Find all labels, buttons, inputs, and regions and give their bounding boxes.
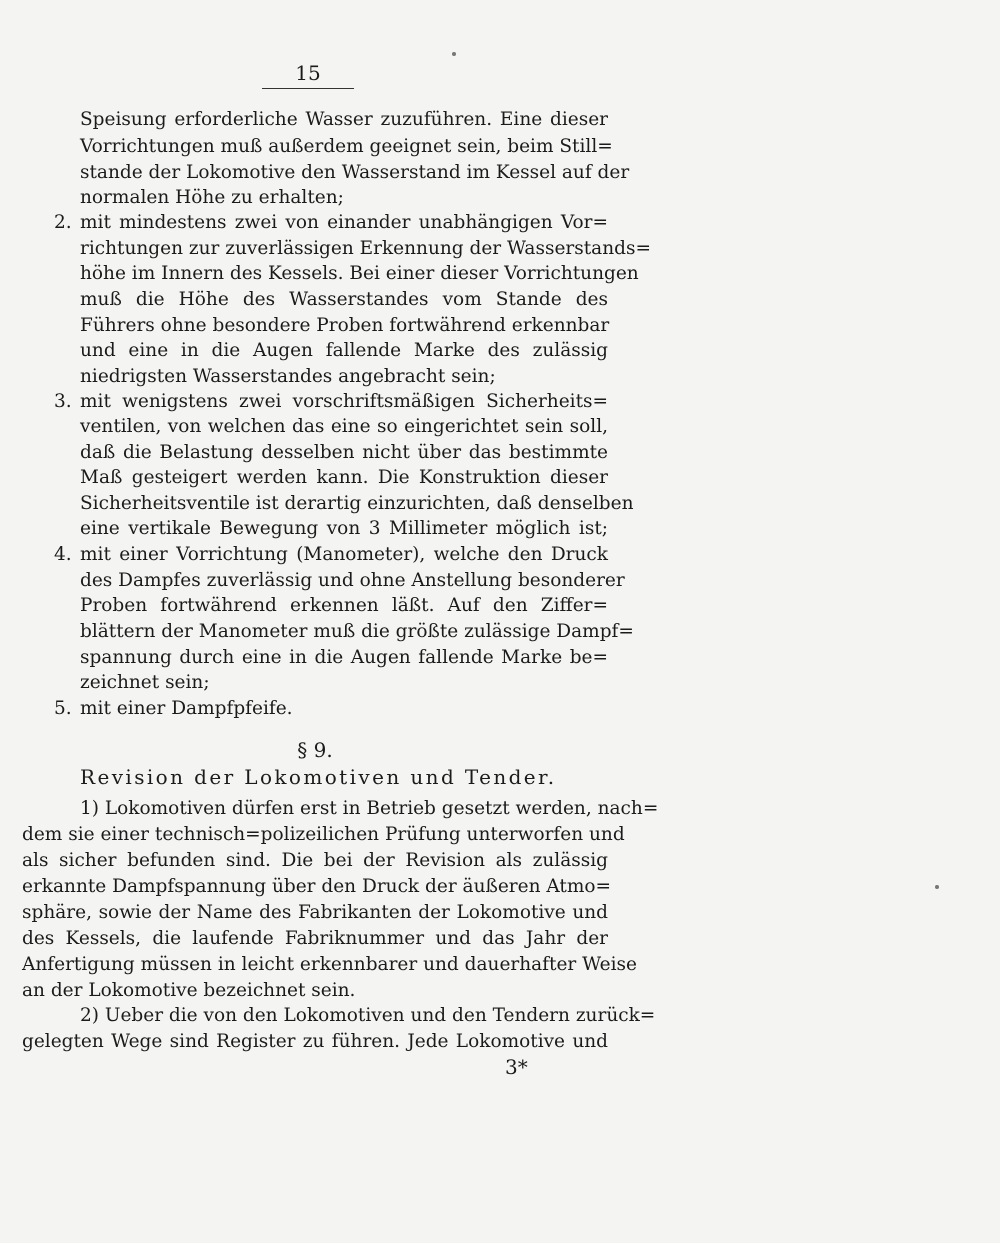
section-mark: § 9. <box>297 738 333 762</box>
text-line: mit mindestens zwei von einander unabhängigen Vor= <box>80 212 608 233</box>
text-line: Proben fortwährend erkennen läßt. Auf den Ziffer= <box>80 595 608 616</box>
text-line: ventilen, von welchen das eine so eingerichtet sein soll, <box>80 416 608 437</box>
text-line: mit einer Dampfpfeife. <box>80 698 293 719</box>
text-line: normalen Höhe zu erhalten; <box>80 187 344 208</box>
paragraph-line: erkannte Dampfspannung über den Druck der äußeren Atmo= <box>22 876 612 897</box>
signature-mark: 3* <box>505 1055 528 1079</box>
text-line: Vorrichtungen muß außerdem geeignet sein, beim Still= <box>80 136 613 157</box>
text-line: zeichnet sein; <box>80 672 210 693</box>
text-line: des Dampfes zuverlässig und ohne Anstellung besonderer <box>80 570 625 591</box>
text-line: Speisung erforderliche Wasser zuzuführen. Eine dieser <box>80 109 608 130</box>
paragraph-line: 1) Lokomotiven dürfen erst in Betrieb gesetzt werden, nach= <box>80 798 659 819</box>
text-line: höhe im Innern des Kessels. Bei einer dieser Vorrichtungen <box>80 263 639 284</box>
text-line: mit einer Vorrichtung (Manometer), welche den Druck <box>80 544 608 565</box>
text-line: stande der Lokomotive den Wasserstand im Kessel auf der <box>80 162 630 183</box>
text-line: Sicherheitsventile ist derartig einzurichten, daß denselben <box>80 493 634 514</box>
text-line: Führers ohne besondere Proben fortwährend erkennbar <box>80 315 610 336</box>
page-number-rule <box>262 88 354 89</box>
list-item-number: 2. <box>54 212 72 233</box>
section-title: Revision der Lokomotiven und Tender. <box>80 765 557 789</box>
list-item-number: 3. <box>54 391 72 412</box>
text-line: eine vertikale Bewegung von 3 Millimeter möglich ist; <box>80 518 608 539</box>
list-item-number: 4. <box>54 544 72 565</box>
text-line: und eine in die Augen fallende Marke des zulässig <box>80 340 608 361</box>
scan-speck <box>452 52 456 56</box>
list-item-number: 5. <box>54 698 72 719</box>
paragraph-line: an der Lokomotive bezeichnet sein. <box>22 980 356 1001</box>
text-line: mit wenigstens zwei vorschriftsmäßigen Sicherheits= <box>80 391 608 412</box>
paragraph-line: des Kessels, die laufende Fabriknummer und das Jahr der <box>22 928 608 949</box>
paragraph-line: sphäre, sowie der Name des Fabrikanten der Lokomotive und <box>22 902 608 923</box>
text-line: daß die Belastung desselben nicht über das bestimmte <box>80 442 608 463</box>
paragraph-line: Anfertigung müssen in leicht erkennbarer und dauerhafter Weise <box>22 954 637 975</box>
scan-speck <box>935 885 939 889</box>
page-number: 15 <box>295 61 321 85</box>
paragraph-line: als sicher befunden sind. Die bei der Revision als zulässig <box>22 850 608 871</box>
text-line: spannung durch eine in die Augen fallende Marke be= <box>80 647 608 668</box>
text-line: niedrigsten Wasserstandes angebracht sein; <box>80 366 496 387</box>
paragraph-line: gelegten Wege sind Register zu führen. Jede Lokomotive und <box>22 1031 608 1052</box>
text-line: blättern der Manometer muß die größte zulässige Dampf= <box>80 621 634 642</box>
paragraph-line: 2) Ueber die von den Lokomotiven und den Tendern zurück= <box>80 1005 656 1026</box>
text-line: richtungen zur zuverlässigen Erkennung der Wasserstands= <box>80 238 651 259</box>
text-line: Maß gesteigert werden kann. Die Konstruktion dieser <box>80 467 608 488</box>
paragraph-line: dem sie einer technisch=polizeilichen Prüfung unterworfen und <box>22 824 625 845</box>
text-line: muß die Höhe des Wasserstandes vom Stande des <box>80 289 608 310</box>
